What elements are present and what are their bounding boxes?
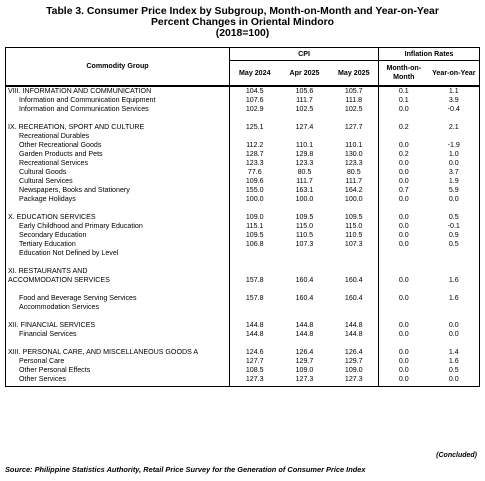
year-on-year-cell: 0.0 [448,159,459,167]
year-on-year-cell: 2.1 [448,123,459,131]
may-2024-cell: 125.1 [245,123,264,131]
commodity-name-cell: X. EDUCATION SERVICES [6,213,230,222]
header-cpi: CPI [230,48,379,61]
spacer-cell [330,114,379,123]
group-row [6,123,480,132]
apr-2025-cell: 115.0 [295,222,314,230]
apr-2025-cell: 110.5 [295,231,314,239]
header-may-2024: May 2024 [238,68,271,77]
commodity-name-cell: Early Childhood and Primary Education [6,222,230,231]
apr-2025-cell: 110.1 [295,141,314,149]
may-2024-cell [230,303,280,312]
month-on-month-cell: 0.0 [398,213,409,221]
year-on-year-cell: 0.0 [448,375,459,383]
may-2025-cell: 107.3 [330,240,379,249]
may-2024-cell: 112.2 [246,141,264,149]
month-on-month-cell: 0.0 [398,105,409,113]
year-on-year-cell: 1.1 [448,87,459,95]
commodity-name-cell: Other Recreational Goods [6,141,230,150]
header-year-on-year: Year-on-Year [432,68,476,77]
group-row [6,267,480,276]
commodity-name-cell: Other Personal Effects [6,366,230,375]
may-2024-cell: 102.9 [245,105,264,113]
spacer-cell [429,114,480,123]
may-2025-cell: 160.4 [330,294,379,303]
month-on-month-cell [379,303,429,312]
may-2025-cell: 109.0 [330,366,379,375]
month-on-month-cell: 0.0 [398,321,409,329]
may-2024-cell: 107.6 [245,96,264,104]
subgroup-row [6,195,480,204]
may-2025-cell: 144.8 [330,330,379,339]
spacer-cell [429,339,480,348]
spacer-row [6,285,480,294]
may-2024-cell: 144.8 [245,330,264,338]
commodity-name-cell: XII. FINANCIAL SERVICES [6,321,230,330]
may-2025-cell: 105.7 [330,86,379,96]
may-2024-cell: 157.8 [245,294,264,302]
apr-2025-cell: 144.8 [295,321,314,329]
month-on-month-cell: 0.0 [398,195,409,203]
apr-2025-cell [280,132,330,141]
spacer-cell [379,339,429,348]
header-month-on-month: Month-on-Month [386,64,422,81]
may-2025-cell: 102.5 [330,105,379,114]
spacer-cell [6,204,230,213]
table-end-row [6,384,480,387]
subgroup-row [6,375,480,384]
subgroup-row [6,231,480,240]
table-title-line-1: Table 3. Consumer Price Index by Subgroup, Month-on-Month and Year-on-Year [46,6,439,17]
commodity-name-cell: Other Services [6,375,230,384]
may-2025-cell: 127.3 [330,375,379,384]
year-on-year-cell: 1.6 [448,276,459,284]
apr-2025-cell: 127.3 [295,375,314,383]
month-on-month-cell: 0.0 [398,276,409,284]
year-on-year-cell: 0.5 [448,366,459,374]
may-2024-cell: 127.7 [245,357,264,365]
year-on-year-cell: -1.9 [447,141,460,149]
commodity-name-cell: Education Not Defined by Level [6,249,230,258]
apr-2025-cell: 160.4 [295,276,314,284]
spacer-cell [280,114,330,123]
may-2025-cell: 144.8 [330,321,379,330]
apr-2025-cell [280,303,330,312]
cpi-table [5,47,480,387]
end-cell [230,384,280,387]
spacer-cell [280,204,330,213]
commodity-name-cell: Information and Communication Services [6,105,230,114]
year-on-year-cell: 0.0 [448,321,459,329]
commodity-name-cell: Newspapers, Books and Stationery [6,186,230,195]
subgroup-row [6,240,480,249]
apr-2025-cell: 163.1 [295,186,314,194]
commodity-name-cell: ACCOMMODATION SERVICES [6,276,230,285]
year-on-year-cell: 0.0 [448,195,459,203]
may-2025-cell: 110.1 [330,141,379,150]
month-on-month-cell: 0.0 [398,294,409,302]
commodity-name-cell: Cultural Goods [6,168,230,177]
source-note: Source: Philippine Statistics Authority, Retail Price Survey for the Generation of Consumer Price Index [5,465,366,474]
year-on-year-cell: 0.0 [448,330,459,338]
may-2024-cell: 104.5 [245,87,264,95]
spacer-cell [379,114,429,123]
spacer-cell [230,258,280,267]
month-on-month-cell: 0.0 [398,357,409,365]
year-on-year-cell: 3.7 [448,168,459,176]
may-2025-cell [330,132,379,141]
year-on-year-cell: 3.9 [448,96,459,104]
apr-2025-cell: 129.7 [295,357,314,365]
may-2025-cell: 164.2 [330,186,379,195]
spacer-cell [280,285,330,294]
spacer-cell [6,312,230,321]
subgroup-row [6,105,480,114]
spacer-cell [280,312,330,321]
may-2024-cell [230,267,280,276]
header-inflation-rates: Inflation Rates [379,48,480,61]
may-2024-cell: 115.1 [246,222,264,230]
month-on-month-cell: 0.0 [398,240,409,248]
spacer-cell [280,258,330,267]
spacer-cell [379,312,429,321]
spacer-cell [280,339,330,348]
spacer-cell [330,339,379,348]
header-commodity-group: Commodity Group [6,48,230,86]
month-on-month-cell [379,267,429,276]
spacer-row [6,204,480,213]
apr-2025-cell [280,249,330,258]
subgroup-row [6,330,480,339]
commodity-name-cell: XI. RESTAURANTS AND [6,267,230,276]
subgroup-row [6,249,480,258]
may-2024-cell [230,249,280,258]
group-row [6,276,480,285]
year-on-year-cell: -0.4 [447,105,460,113]
may-2025-cell: 100.0 [330,195,379,204]
subgroup-row [6,177,480,186]
apr-2025-cell [280,267,330,276]
may-2024-cell: 109.6 [245,177,264,185]
year-on-year-cell: 5.9 [448,186,459,194]
commodity-name-cell: Garden Products and Pets [6,150,230,159]
year-on-year-cell [429,267,480,276]
commodity-name-cell: Information and Communication Equipment [6,96,230,105]
year-on-year-cell [429,249,480,258]
month-on-month-cell [379,249,429,258]
may-2024-cell: 108.5 [245,366,264,374]
may-2024-cell: 106.8 [245,240,264,248]
may-2024-cell: 144.8 [245,321,264,329]
may-2025-cell: 123.3 [330,159,379,168]
spacer-cell [230,339,280,348]
may-2025-cell: 80.5 [330,168,379,177]
table-body [6,86,480,387]
spacer-cell [429,258,480,267]
may-2025-cell: 109.5 [330,213,379,222]
month-on-month-cell: 0.0 [398,366,409,374]
may-2025-cell [330,249,379,258]
year-on-year-cell: -0.1 [447,222,460,230]
may-2024-cell: 109.0 [245,213,264,221]
end-cell [429,384,480,387]
may-2024-cell: 124.6 [245,348,264,356]
spacer-cell [429,312,480,321]
may-2025-cell: 111.8 [330,96,379,105]
year-on-year-cell [429,303,480,312]
end-cell [379,384,429,387]
commodity-name-cell: Recreational Services [6,159,230,168]
table-title-line-3: (2018=100) [215,28,270,39]
apr-2025-cell: 100.0 [295,195,314,203]
header-apr-2025: Apr 2025 [289,68,320,77]
may-2025-cell: 127.7 [330,123,379,132]
apr-2025-cell: 127.4 [295,123,314,131]
may-2025-cell: 111.7 [330,177,379,186]
spacer-cell [379,258,429,267]
spacer-cell [6,285,230,294]
month-on-month-cell: 0.0 [398,330,409,338]
commodity-name-cell: Personal Care [6,357,230,366]
may-2024-cell: 123.3 [245,159,264,167]
subgroup-row [6,303,480,312]
apr-2025-cell: 80.5 [297,168,312,176]
spacer-cell [230,285,280,294]
may-2024-cell: 77.6 [247,168,262,176]
spacer-cell [330,258,379,267]
end-cell [280,384,330,387]
spacer-cell [6,114,230,123]
concluded-note: (Concluded) [436,452,477,459]
commodity-name-cell: Package Holidays [6,195,230,204]
month-on-month-cell: 0.0 [398,141,409,149]
month-on-month-cell: 0.2 [398,150,409,158]
month-on-month-cell: 0.1 [398,87,409,95]
end-cell [6,384,230,387]
may-2024-cell: 100.0 [245,195,264,203]
may-2025-cell: 129.7 [330,357,379,366]
may-2024-cell: 155.0 [245,186,264,194]
year-on-year-cell: 0.5 [448,213,459,221]
apr-2025-cell: 126.4 [295,348,314,356]
spacer-cell [330,285,379,294]
group-row [6,86,480,96]
apr-2025-cell: 129.8 [295,150,314,158]
apr-2025-cell: 111.7 [296,96,313,104]
spacer-row [6,339,480,348]
subgroup-row [6,366,480,375]
year-on-year-cell: 1.6 [448,357,459,365]
subgroup-row [6,222,480,231]
may-2025-cell: 115.0 [330,222,379,231]
spacer-cell [230,204,280,213]
spacer-cell [379,285,429,294]
month-on-month-cell: 0.0 [398,348,409,356]
spacer-cell [429,285,480,294]
subgroup-row [6,186,480,195]
spacer-cell [6,339,230,348]
month-on-month-cell: 0.0 [398,168,409,176]
commodity-name-cell: Cultural Services [6,177,230,186]
subgroup-row [6,150,480,159]
year-on-year-cell: 1.9 [448,177,459,185]
may-2024-cell [230,132,280,141]
year-on-year-cell: 1.4 [448,348,459,356]
year-on-year-cell: 1.0 [448,150,459,158]
spacer-cell [429,204,480,213]
spacer-cell [330,312,379,321]
month-on-month-cell: 0.0 [398,159,409,167]
subgroup-row [6,294,480,303]
month-on-month-cell: 0.7 [398,186,409,194]
subgroup-row [6,96,480,105]
apr-2025-cell: 109.0 [295,366,314,374]
commodity-name-cell: Financial Services [6,330,230,339]
year-on-year-cell: 0.9 [448,231,459,239]
apr-2025-cell: 105.6 [295,87,314,95]
apr-2025-cell: 109.5 [295,213,314,221]
subgroup-row [6,132,480,141]
spacer-row [6,312,480,321]
year-on-year-cell [429,132,480,141]
month-on-month-cell [379,132,429,141]
apr-2025-cell: 123.3 [295,159,314,167]
month-on-month-cell: 0.0 [398,222,409,230]
commodity-name-cell: Food and Beverage Serving Services [6,294,230,303]
may-2025-cell: 126.4 [330,348,379,357]
subgroup-row [6,168,480,177]
apr-2025-cell: 144.8 [295,330,314,338]
year-on-year-cell: 0.5 [448,240,459,248]
may-2025-cell [330,267,379,276]
header-may-2025: May 2025 [330,61,379,86]
subgroup-row [6,357,480,366]
end-cell [330,384,379,387]
month-on-month-cell: 0.0 [398,375,409,383]
spacer-cell [230,114,280,123]
commodity-name-cell: Tertiary Education [6,240,230,249]
commodity-name-cell: Recreational Durables [6,132,230,141]
commodity-name-cell: IX. RECREATION, SPORT AND CULTURE [6,123,230,132]
table-title-line-2: Percent Changes in Oriental Mindoro [150,17,335,28]
month-on-month-cell: 0.2 [398,123,409,131]
apr-2025-cell: 111.7 [296,177,313,185]
spacer-cell [6,258,230,267]
may-2025-cell: 110.5 [330,231,379,240]
group-row [6,321,480,330]
apr-2025-cell: 107.3 [295,240,314,248]
subgroup-row [6,141,480,150]
may-2025-cell: 130.0 [330,150,379,159]
may-2024-cell: 127.3 [245,375,264,383]
group-row [6,348,480,357]
month-on-month-cell: 0.0 [398,231,409,239]
may-2024-cell: 109.5 [245,231,264,239]
may-2024-cell: 128.7 [245,150,264,158]
may-2024-cell: 157.8 [245,276,264,284]
commodity-name-cell: XIII. PERSONAL CARE, AND MISCELLANEOUS GOODS A [6,348,230,357]
year-on-year-cell: 1.6 [448,294,459,302]
spacer-cell [330,204,379,213]
may-2025-cell [330,303,379,312]
spacer-cell [379,204,429,213]
apr-2025-cell: 102.5 [295,105,314,113]
spacer-row [6,114,480,123]
commodity-name-cell: Secondary Education [6,231,230,240]
subgroup-row [6,159,480,168]
may-2025-cell: 160.4 [330,276,379,285]
month-on-month-cell: 0.0 [398,177,409,185]
spacer-row [6,258,480,267]
group-row [6,213,480,222]
commodity-name-cell: Accommodation Services [6,303,230,312]
commodity-name-cell: VIII. INFORMATION AND COMMUNICATION [6,86,230,96]
month-on-month-cell: 0.1 [398,96,409,104]
apr-2025-cell: 160.4 [295,294,314,302]
spacer-cell [230,312,280,321]
